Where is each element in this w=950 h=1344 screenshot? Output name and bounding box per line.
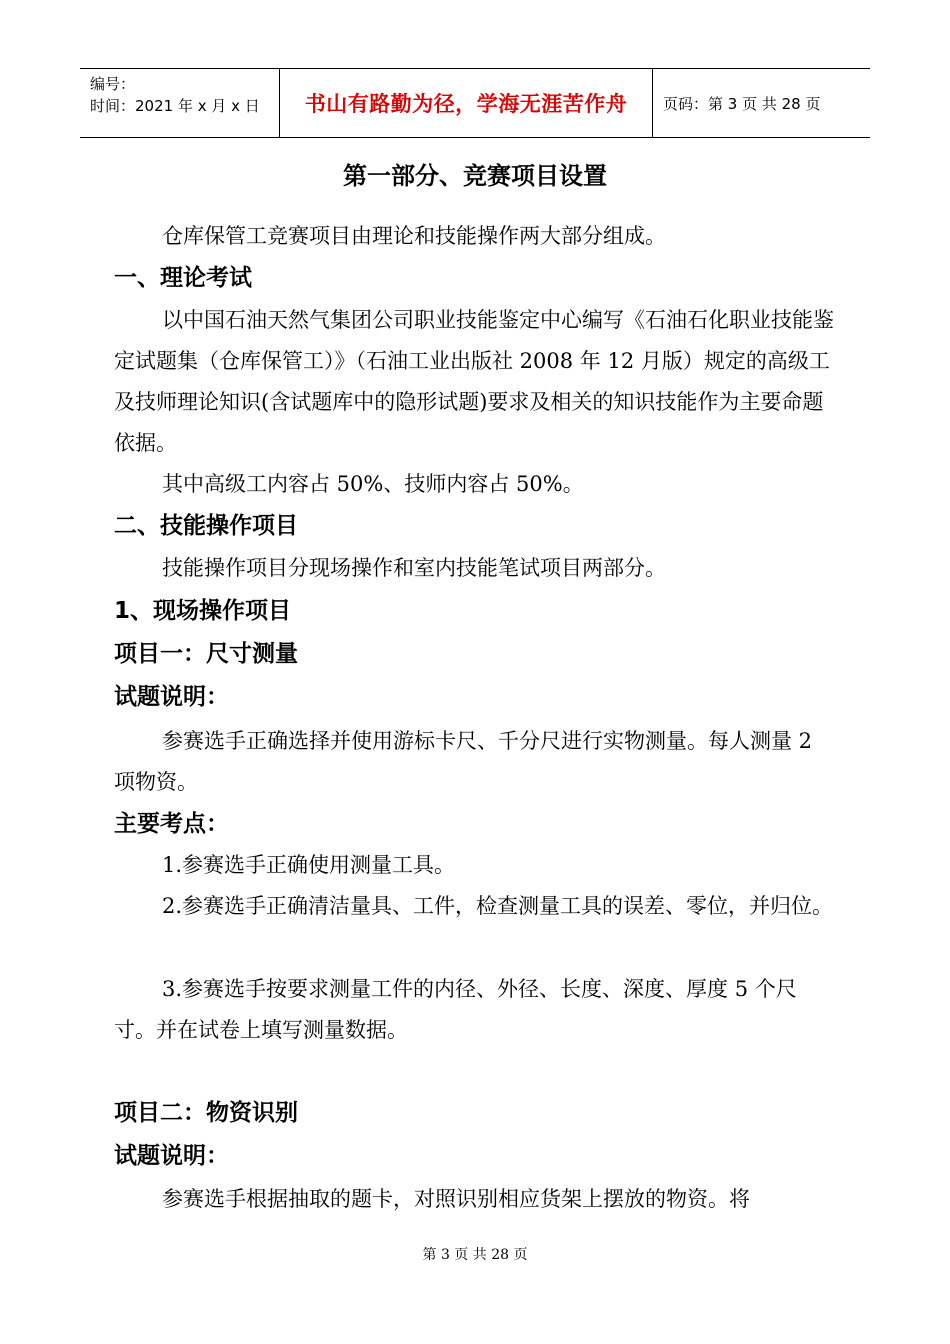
theory-paragraph-2: 其中高级工内容占 50%、技师内容占 50%。 [162,472,584,496]
project1-desc-label: 试题说明： [114,684,229,710]
project1-point-1: 1.参赛选手正确使用测量工具。 [162,853,456,877]
header-motto: 书山有路勤为径，学海无涯苦作舟 [304,92,628,116]
intro-paragraph: 仓库保管工竞赛项目由理论和技能操作两大部分组成。 [162,224,666,248]
number-label: 编号： [90,75,136,93]
subsection-heading-field: 1、现场操作项目 [114,598,292,624]
project1-desc: 参赛选手正确选择并使用游标卡尺、千分尺进行实物测量。每人测量 2 项物资。 [114,729,813,794]
project1-title: 项目一：尺寸测量 [114,641,298,667]
project1-point-2: 2.参赛选手正确清洁量具、工件，检查测量工具的误差、零位，并归位。 [162,894,834,918]
time-label: 时间：2021 年 x 月 x 日 [90,97,260,115]
project1-points-label: 主要考点： [114,811,229,837]
project2-desc-label: 试题说明： [114,1143,229,1169]
project2-desc: 参赛选手根据抽取的题卡，对照识别相应货架上摆放的物资。将 [162,1187,750,1211]
header-meta [80,69,280,137]
header-motto-cell [280,69,653,137]
theory-paragraph-1: 以中国石油天然气集团公司职业技能鉴定中心编写《石油石化职业技能鉴定试题集（仓库保管工）》（石油工业出版社 2008 年 12 月版）规定的高级工及技师理论知识(含试题库中的隐形试题)要求及相关的知识技能作为主要命题依据。 [114,308,834,455]
section-heading-skill: 二、技能操作项目 [114,513,298,539]
skill-intro-paragraph: 技能操作项目分现场操作和室内技能笔试项目两部分。 [162,556,666,580]
section-heading-theory: 一、理论考试 [114,265,252,291]
page-title: 第一部分、竞赛项目设置 [343,162,607,190]
header-page-number: 页码：第 3 页 共 28 页 [663,94,821,113]
project2-title: 项目二：物资识别 [114,1100,298,1126]
page-footer: 第 3 页 共 28 页 [422,1247,528,1263]
project1-point-3: 3.参赛选手按要求测量工件的内径、外径、长度、深度、厚度 5 个尺寸。并在试卷上填写测量数据。 [114,977,797,1042]
page-header [80,68,870,138]
